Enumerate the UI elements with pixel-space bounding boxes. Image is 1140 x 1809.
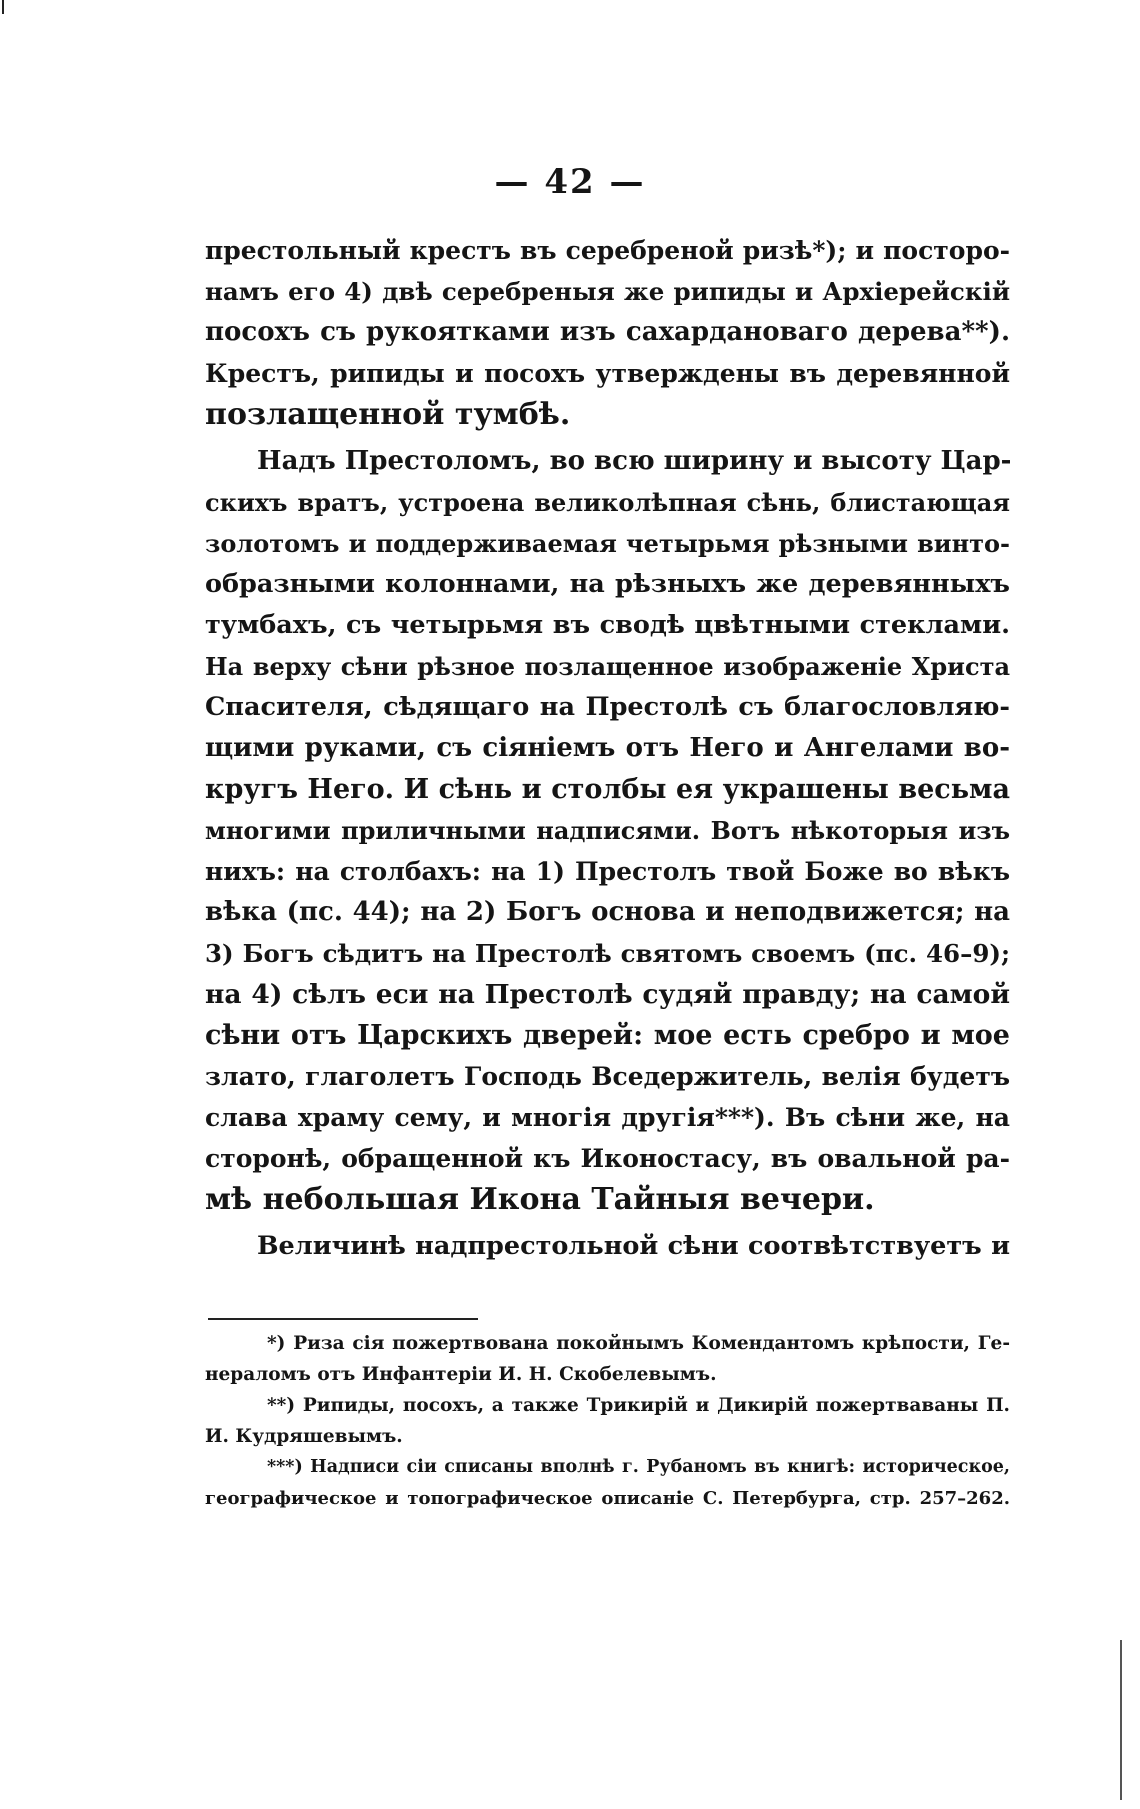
text-line: на 4) сѣлъ еси на Престолѣ судяй правду; на самой [205,979,1010,1010]
text-line: позлащенной тумбѣ. [205,397,571,432]
page-number: — 42 — [494,162,646,202]
footnote-line: географическое и топографическое описаніе С. Петербурга, стр. 257–262. [205,1488,1010,1509]
text-line: мѣ небольшая Икона Тайныя вечери. [205,1182,875,1217]
footnote-line: *) Риза сія пожертвована покойнымъ Комендантомъ крѣпости, Ге- [267,1333,1010,1354]
text-line: злато, глаголетъ Господь Вседержитель, велія будетъ [205,1062,1010,1091]
text-line: тумбахъ, съ четырьмя въ сводѣ цвѣтными стеклами. [205,610,1010,640]
footnote-line: И. Кудряшевымъ. [205,1426,403,1447]
text-line: престольный крестъ въ серебреной ризѣ*); и посторо- [205,236,1010,265]
text-line: скихъ вратъ, устроена великолѣпная сѣнь, блистающая [205,488,1010,517]
footnotes [205,1328,1010,1514]
text-line: 3) Богъ сѣдитъ на Престолѣ святомъ своемъ (пс. 46–9); [205,939,1010,968]
text-line: нихъ: на столбахъ: на 1) Престолъ твой Боже во вѣкъ [205,857,1010,886]
text-line: посохъ съ рукоятками изъ сахардановаго дерева**). [205,317,1010,347]
text-line: Надъ Престоломъ, во всю ширину и высоту Цар- [257,446,1012,476]
text-line: слава храму сему, и многія другія***). Въ сѣни же, на [205,1103,1010,1132]
text-line: кругъ Него. И сѣнь и столбы ея украшены весьма [205,774,1010,805]
text-line: щими руками, съ сіяніемъ отъ Него и Ангелами во- [205,733,1010,763]
scan-edge-mark [1120,1640,1122,1800]
footnote-separator [208,1318,478,1320]
text-line: образными колоннами, на рѣзныхъ же деревянныхъ [205,569,1010,599]
text-line: золотомъ и поддерживаемая четырьмя рѣзными винто- [205,529,1010,558]
text-line: сѣни отъ Царскихъ дверей: мое есть сребро и мое [205,1020,1010,1051]
text-line: Спасителя, сѣдящаго на Престолѣ съ благословляю- [205,692,1010,722]
footnote-line: ***) Надписи сіи списаны вполнѣ г. Рубаномъ въ книгѣ: историческое, [267,1457,1010,1477]
text-line: Величинѣ надпрестольной сѣни соотвѣтствуетъ и [257,1231,1010,1261]
scan-edge-mark [2,0,4,14]
footnote-line: нераломъ отъ Инфантеріи И. Н. Скобелевымъ. [205,1364,717,1385]
footnote-line: **) Рипиды, посохъ, а также Трикирій и Дикирій пожертваваны П. [267,1395,1010,1416]
text-line: На верху сѣни рѣзное позлащенное изображеніе Христа [205,652,1010,681]
text-line: вѣка (пс. 44); на 2) Богъ основа и неподвижется; на [205,897,1010,927]
text-line: многими приличными надписями. Вотъ нѣкоторыя изъ [205,816,1010,845]
text-line: Крестъ, рипиды и посохъ утверждены въ деревянной [205,359,1010,388]
text-line: сторонѣ, обращенной къ Иконостасу, въ овальной ра- [205,1144,1010,1173]
main-text [205,230,1010,1267]
text-line: намъ его 4) двѣ серебреныя же рипиды и Архіерейскій [205,277,1010,306]
